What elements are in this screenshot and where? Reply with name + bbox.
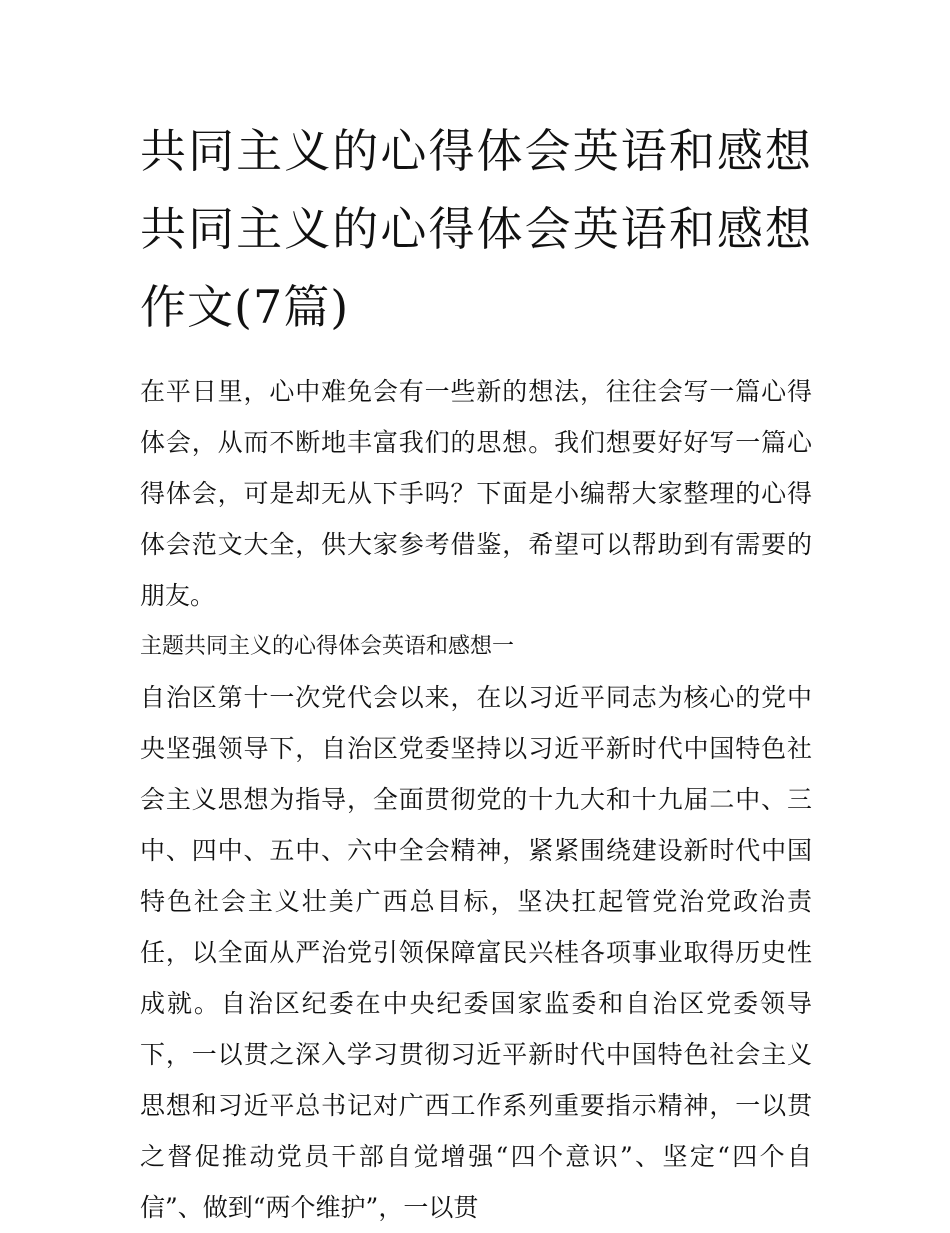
section-paragraph: 自治区第十一次党代会以来，在以习近平同志为核心的党中央坚强领导下，自治区党委坚持以习近平新时代中国特色社会主义思想为指导，全面贯彻党的十九大和十九届二中、三中、四中、五中、六中全会精神，紧紧围绕建设新时代中国特色社会主义壮美广西总目标，坚决扛起管党治党政治责任，以全面从严治党引领保障富民兴桂各项事业取得历史性成就。自治区纪委在中央纪委国家监委和自治区党委领导下，一以贯之深入学习贯彻习近平新时代中国特色社会主义思想和习近平总书记对广西工作系列重要指示精神，一以贯之督促推动党员干部自觉增强“四个意识”、坚定“四个自信”、做到“两个维护”，一以贯 [140,683,812,1222]
section-heading: 主题共同主义的心得体会英语和感想一 [140,634,515,659]
document-title: 共同主义的心得体会英语和感想 共同主义的心得体会英语和感想作文(7篇) [140,124,812,334]
document-page [140,112,812,1233]
intro-paragraph: 在平日里，心中难免会有一些新的想法，往往会写一篇心得体会，从而不断地丰富我们的思想。我们想要好好写一篇心得体会，可是却无从下手吗？下面是小编帮大家整理的心得体会范文大全，供大家参考借鉴，希望可以帮助到有需要的朋友。 [140,377,812,610]
